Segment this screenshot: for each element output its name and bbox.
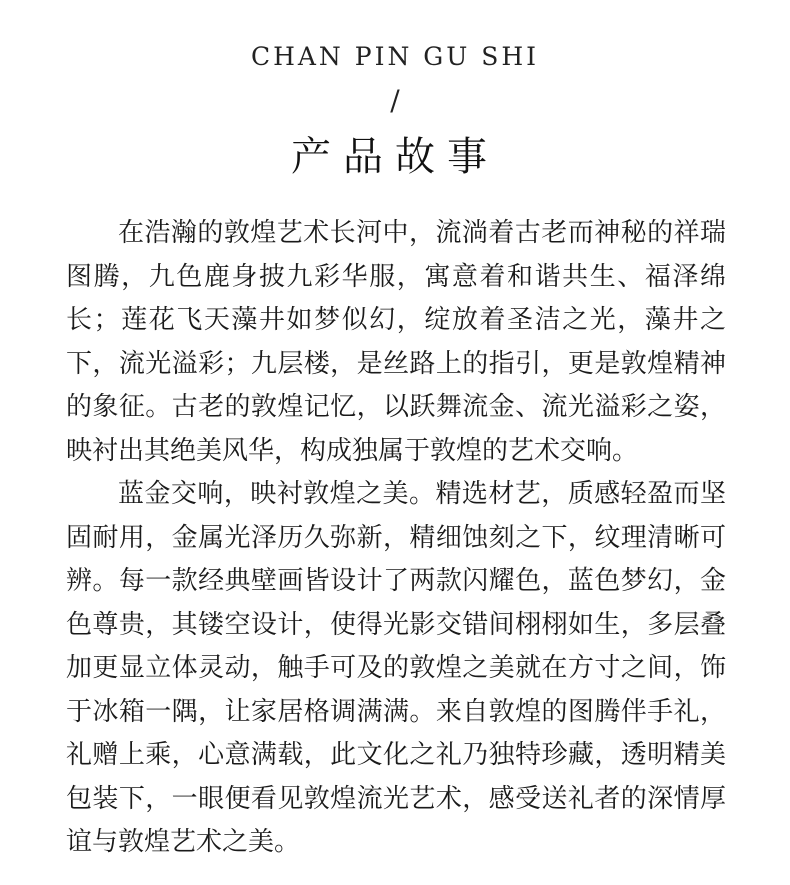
story-paragraph-1: 在浩瀚的敦煌艺术长河中，流淌着古老而神秘的祥瑞图腾，九色鹿身披九彩华服，寓意着和谐共生、福泽绵长；莲花飞天藻井如梦似幻，绽放着圣洁之光，藻井之下，流光溢彩；九层楼，是丝路上的指引，更是敦煌精神的象征。古老的敦煌记忆，以跃舞流金、流光溢彩之姿，映衬出其绝美风华，构成独属于敦煌的艺术交响。 [66, 218, 726, 466]
product-story [66, 212, 726, 865]
story-paragraph-2: 蓝金交响，映衬敦煌之美。精选材艺，质感轻盈而坚固耐用，金属光泽历久弥新，精细蚀刻之下，纹理清晰可辨。每一款经典壁画皆设计了两款闪耀色，蓝色梦幻，金色尊贵，其镂空设计，使得光影交错间栩栩如生，多层叠加更显立体灵动，触手可及的敦煌之美就在方寸之间，饰于冰箱一隅，让家居格调满满。来自敦煌的图腾伴手礼，礼赠上乘，心意满载，此文化之礼乃独特珍藏，透明精美包装下，一眼便看见敦煌流光艺术，感受送礼者的深情厚谊与敦煌艺术之美。 [66, 479, 726, 857]
page-title: 产品故事 [291, 134, 499, 180]
title-divider: / [390, 84, 400, 117]
pinyin-title: CHAN PIN GU SHI [250, 42, 540, 71]
